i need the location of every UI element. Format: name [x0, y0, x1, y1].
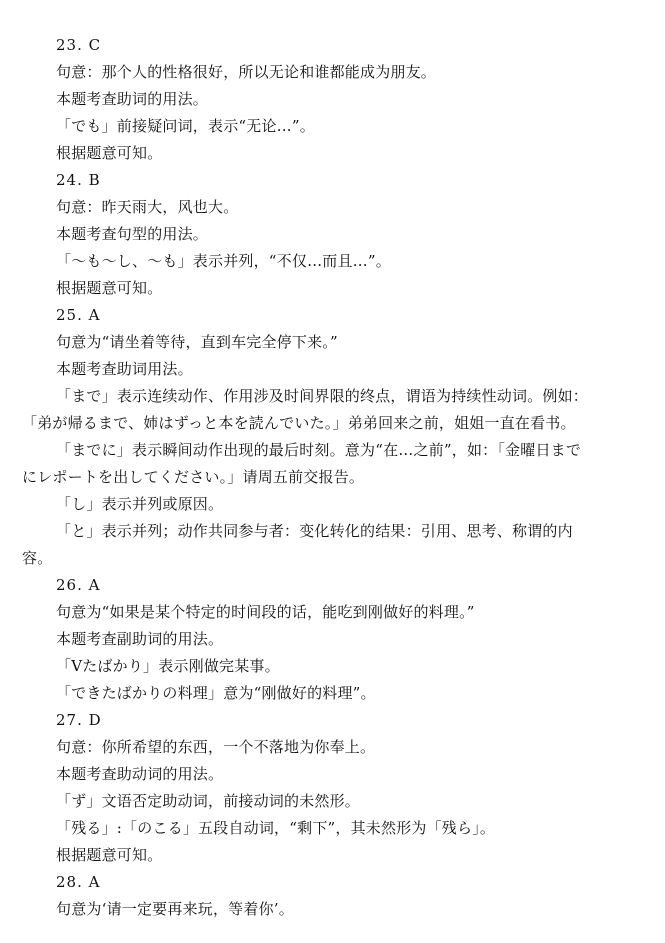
- explanation-line-continued: 容。: [22, 549, 53, 567]
- sentence-meaning: 句意：你所希望的东西，一个不落地为你奉上。: [56, 738, 376, 756]
- conclusion-line: 根据题意可知。: [56, 846, 163, 864]
- explanation-line: 「までに」表示瞬间动作出现的最后时刻。意为“在…之前”，如：「金曜日まで: [56, 441, 582, 459]
- sentence-meaning: 句意：那个人的性格很好，所以无论和谁都能成为朋友。: [56, 63, 437, 81]
- explanation-line: 「と」表示并列；动作共同参与者：变化转化的结果：引用、思考、称谓的内: [56, 522, 573, 540]
- conclusion-line: 根据题意可知。: [56, 144, 163, 162]
- sentence-meaning: 句意：昨天雨大，风也大。: [56, 198, 239, 216]
- explanation-line: 「まで」表示连续动作、作用涉及时间界限的终点，谓语为持续性动词。例如：: [56, 387, 589, 405]
- question-number: 25. A: [56, 306, 101, 324]
- sentence-meaning: 句意为‘请一定要再来玩，等着你’。: [56, 900, 294, 918]
- sentence-meaning: 句意为“请坐着等待，直到车完全停下来。”: [56, 333, 338, 351]
- example-line: 「弟が帰るまで、姉はずっと本を読んでいた。」弟弟回来之前，姐姐一直在看书。: [22, 414, 576, 432]
- explanation-line: 「でも」前接疑问词，表示“无论…”。: [56, 117, 315, 135]
- explanation-line: 「できたばかりの料理」意为“刚做好的料理”。: [56, 684, 376, 702]
- test-point: 本题考查句型的用法。: [56, 225, 209, 243]
- test-point: 本题考查助词用法。: [56, 360, 193, 378]
- question-number: 23. C: [56, 36, 102, 54]
- test-point: 本题考查助动词的用法。: [56, 765, 224, 783]
- test-point: 本题考查副助词的用法。: [56, 630, 224, 648]
- sentence-meaning: 句意为“如果是某个特定的时间段的话，能吃到刚做好的料理。”: [56, 603, 475, 621]
- explanation-line: 「～も～し、～も」表示并列，“不仅…而且…”。: [56, 252, 391, 270]
- question-number: 27. D: [56, 711, 102, 729]
- test-point: 本题考查助词的用法。: [56, 90, 209, 108]
- explanation-line: 「し」表示并列或原因。: [56, 495, 224, 513]
- explanation-line: 「残る」:「のこる」五段自动词，“剩下”，其未然形为「残ら」。: [56, 819, 496, 837]
- question-number: 26. A: [56, 576, 101, 594]
- question-number: 24. B: [56, 171, 101, 189]
- conclusion-line: 根据题意可知。: [56, 279, 163, 297]
- explanation-line: 「Vたばかり」表示刚做完某事。: [56, 657, 280, 675]
- example-line: にレポートを出してください。」请周五前交报告。: [22, 468, 365, 486]
- explanation-line: 「ず」文语否定助动词，前接动词的未然形。: [56, 792, 361, 810]
- question-number: 28. A: [56, 873, 101, 891]
